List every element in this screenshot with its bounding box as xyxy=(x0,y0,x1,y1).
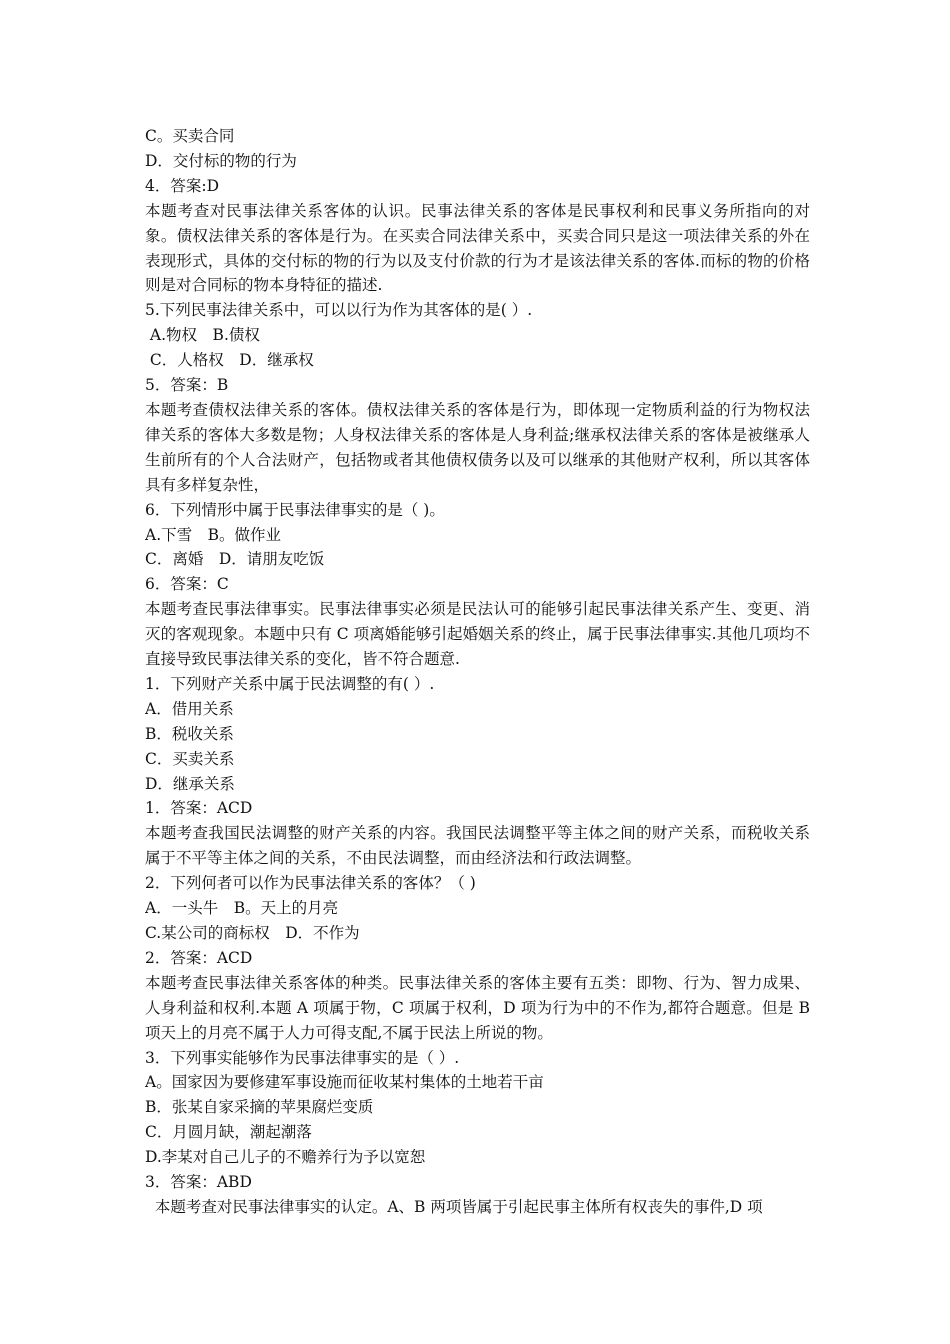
explanation-paragraph: 本题考查对民事法律事实的认定。A、B 两项皆属于引起民事主体所有权丧失的事件,D 项 xyxy=(145,1197,763,1216)
option-line: D．交付标的物的行为 xyxy=(145,151,297,170)
option-line: C．买卖关系 xyxy=(145,749,235,768)
option-line: C.某公司的商标权 D．不作为 xyxy=(145,924,360,942)
question-line: 1．下列财产关系中属于民法调整的有( ）. xyxy=(145,674,435,693)
explanation-paragraph: 本题考查民事法律关系客体的种类。民事法律关系的客体主要有五类：即物、行为、智力成果、人身利益和权利.本题 A 项属于物，C 项属于权利，D 项为行为中的不作为,都符合题意。但是 B 项天上的月亮不属于人力可得支配,不属于民法上所说的物。 xyxy=(145,973,810,1042)
option-line: D．继承关系 xyxy=(145,774,235,793)
option-line: C。买卖合同 xyxy=(145,127,235,145)
explanation-paragraph: 本题考查民事法律事实。民事法律事实必须是民法认可的能够引起民事法律关系产生、变更、消灭的客观现象。本题中只有 C 项离婚能够引起婚姻关系的终止，属于民事法律事实.其他几项均不直接导致民事法律关系的变化，皆不符合题意. xyxy=(145,600,810,669)
option-line: B．张某自家采摘的苹果腐烂变质 xyxy=(145,1098,374,1117)
answer-line: 5．答案：B xyxy=(145,376,229,395)
answer-line: 4．答案:D xyxy=(145,176,220,195)
question-line: 3．下列事实能够作为民事法律事实的是（ ）. xyxy=(145,1048,460,1067)
option-line: A．一头牛 B。天上的月亮 xyxy=(145,899,339,918)
option-line: D.李某对自己儿子的不赡养行为予以宽恕 xyxy=(145,1148,426,1167)
option-line: A.下雪 B。做作业 xyxy=(145,525,282,544)
explanation-paragraph: 本题考查债权法律关系的客体。债权法律关系的客体是行为，即体现一定物质利益的行为物权法律关系的客体大多数是物；人身权法律关系的客体是人身利益;继承权法律关系的客体是被继承人生前所有的个人合法财产，包括物或者其他债权债务以及可以继承的其他财产权利，所以其客体具有多样复杂性， xyxy=(145,400,810,494)
option-line: C．离婚 D．请朋友吃饭 xyxy=(145,550,325,569)
question-line: 2．下列何者可以作为民事法律关系的客体？（ ) xyxy=(145,874,476,893)
answer-line: 6．答案：C xyxy=(145,575,229,594)
question-line: 6．下列情形中属于民事法律事实的是（ )。 xyxy=(145,500,445,519)
option-line: B．税收关系 xyxy=(145,724,234,743)
explanation-paragraph: 本题考查我国民法调整的财产关系的内容。我国民法调整平等主体之间的财产关系，而税收关系属于不平等主体之间的关系，不由民法调整，而由经济法和行政法调整。 xyxy=(145,824,810,868)
explanation-paragraph: 本题考查对民事法律关系客体的认识。民事法律关系的客体是民事权利和民事义务所指向的对象。债权法律关系的客体是行为。在买卖合同法律关系中，买卖合同只是这一项法律关系的外在表现形式，具体的交付标的物的行为以及支付价款的行为才是该法律关系的客体.而标的物的价格则是对合同标的物本身特征的描述. xyxy=(145,201,810,295)
answer-line: 3．答案：ABD xyxy=(145,1173,252,1192)
answer-line: 2．答案：ACD xyxy=(145,948,253,967)
answer-line: 1．答案：ACD xyxy=(145,799,253,818)
document-body xyxy=(145,124,810,1220)
question-line: 5.下列民事法律关系中，可以以行为作为其客体的是( ）. xyxy=(145,301,533,320)
option-line: A．借用关系 xyxy=(145,699,234,718)
option-line: A。国家因为要修建军事设施而征收某村集体的土地若干亩 xyxy=(145,1073,544,1092)
option-line: C．人格权 D．继承权 xyxy=(145,351,314,370)
option-line: C．月圆月缺，潮起潮落 xyxy=(145,1123,312,1142)
option-line: A.物权 B.债权 xyxy=(145,326,260,345)
